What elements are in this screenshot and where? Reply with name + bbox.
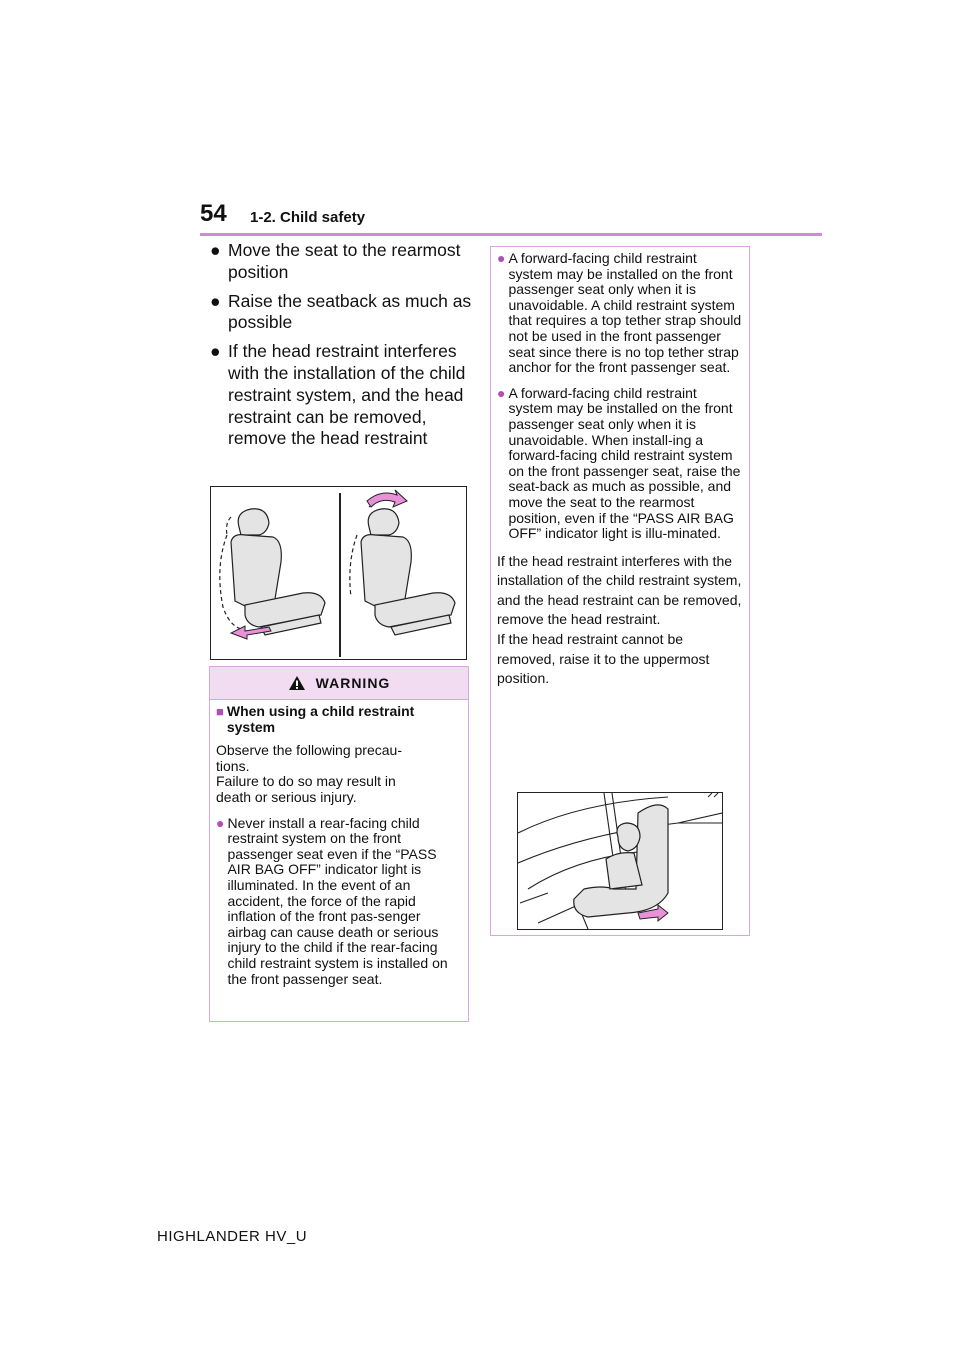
bullet-icon: ● bbox=[210, 240, 221, 260]
instruction-item: ● Raise the seatback as much as possible bbox=[210, 290, 472, 333]
figure-divider bbox=[339, 493, 341, 657]
bullet-icon: ● bbox=[210, 290, 221, 311]
instruction-list bbox=[210, 240, 472, 457]
footer-model: HIGHLANDER HV_U bbox=[157, 1228, 308, 1245]
warning-heading: ■ When using a child restraint system bbox=[216, 703, 415, 735]
child-seat-illustration bbox=[517, 792, 723, 930]
warning-header bbox=[210, 667, 468, 700]
warning-box bbox=[209, 666, 469, 1022]
caution-box-continued bbox=[490, 246, 750, 936]
header-rule bbox=[200, 233, 822, 236]
warning-item: ● Never install a rear-facing child restraint system on the front passenger seat even if the “PASS AIR BAG OFF” indicator light is illuminated. In the event of an accident, the force of the rapid inflation of the front pas-senger airbag can cause death or serious injury to the child if the rear-facing child restraint system is installed on the front passenger seat. bbox=[216, 814, 448, 987]
square-bullet-icon: ■ bbox=[216, 704, 224, 719]
section-title: 1-2. Child safety bbox=[250, 209, 366, 226]
dot-bullet-icon: ● bbox=[497, 250, 506, 266]
dot-bullet-icon: ● bbox=[497, 384, 506, 401]
instruction-item: ● Move the seat to the rearmost position bbox=[210, 240, 461, 282]
child-seat-svg bbox=[518, 793, 722, 929]
warning-intro: Observe the following precau- tions. Failure to do so may result in death or serious injury. bbox=[216, 742, 402, 805]
seat-adjustment-illustration bbox=[210, 486, 467, 660]
caution-item: ● A forward-facing child restraint system may be installed on the front passenger seat only when it is unavoidable. When install-ing a forward-facing child restraint system on the front passenger seat, raise the seat-back as much as possible, and move the seat to the rearmost position, even if the “PASS AIR BAG OFF” indicator light is illu-minated. bbox=[497, 384, 741, 542]
page-number: 54 bbox=[200, 200, 227, 227]
caution-item: ● A forward-facing child restraint system may be installed on the front passenger seat only when it is unavoidable. A child restraint system that requires a top tether strap should not be used in the front passenger seat since there is no top tether strap anchor for the front passenger seat. bbox=[497, 250, 742, 376]
warning-title: WARNING bbox=[315, 675, 391, 691]
bullet-icon: ● bbox=[210, 341, 221, 362]
instruction-item: ● If the head restraint interferes with the installation of the child restraint system, and the head restraint can be removed, remove the head restraint bbox=[210, 341, 466, 449]
warning-triangle-icon bbox=[288, 675, 306, 691]
dot-bullet-icon: ● bbox=[216, 814, 225, 831]
caution-paragraph: If the head restraint interferes with the installation of the child restraint system, and the head restraint can be removed, remove the head restraint. If the head restraint cannot be removed, raise it to the uppermost position. bbox=[497, 552, 742, 687]
